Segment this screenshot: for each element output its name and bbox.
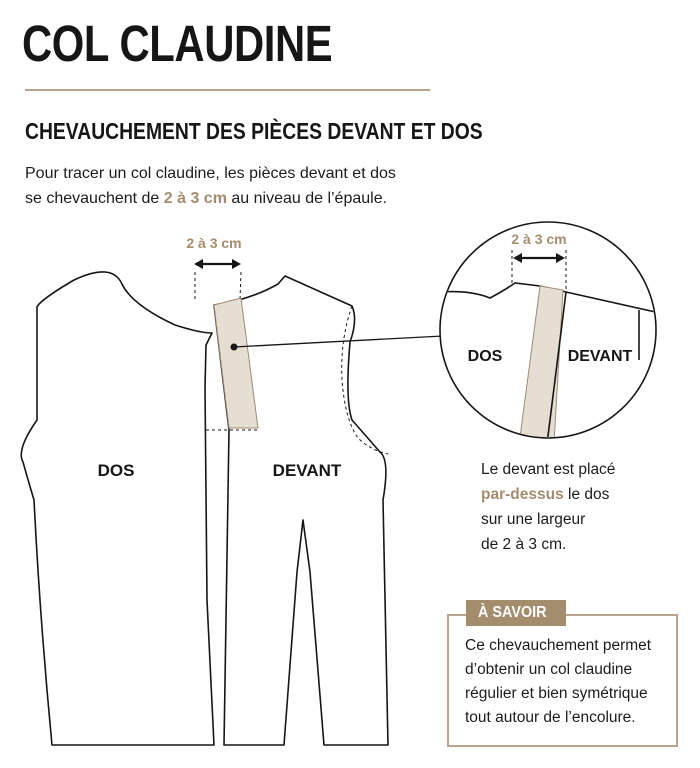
tip-line-4: tout autour de l’encolure. <box>465 709 636 726</box>
back-pattern-piece <box>21 272 214 745</box>
back-label: DOS <box>97 461 135 480</box>
tip-badge <box>466 600 566 626</box>
intro-line-1: Pour tracer un col claudine, les pièces devant et dos <box>25 165 396 182</box>
front-label: DEVANT <box>272 461 342 480</box>
overlap-note <box>481 457 691 557</box>
tip-text <box>465 634 675 730</box>
zoom-measurement-label: 2 à 3 cm <box>511 231 567 247</box>
note-line-4: de 2 à 3 cm. <box>481 536 567 553</box>
zoom-front-label: DEVANT <box>567 348 633 365</box>
tip-line-1: Ce chevauchement permet <box>465 637 652 654</box>
page-title: COL CLAUDINE <box>22 15 333 72</box>
tip-badge-label: À SAVOIR <box>478 604 547 621</box>
note-highlight: par-dessus <box>481 486 564 503</box>
intro-line-2-end: au niveau de l’épaule. <box>226 190 388 207</box>
section-heading: CHEVAUCHEMENT DES PIÈCES DEVANT ET DOS <box>25 118 483 144</box>
measurement-label: 2 à 3 cm <box>186 235 242 251</box>
note-line-1: Le devant est placé <box>481 461 616 478</box>
tip-line-2: d’obtenir un col claudine <box>465 661 633 678</box>
overlap-highlight: 2 à 3 cm <box>163 190 227 207</box>
tip-line-3: régulier et bien symétrique <box>465 685 648 702</box>
note-line-2 <box>481 482 691 507</box>
zoom-back-label: DOS <box>467 348 503 365</box>
intro-line-2-start: se chevauchent de <box>25 190 164 207</box>
note-line-2-end: le dos <box>563 486 610 503</box>
measurement-arrow <box>194 259 241 269</box>
note-line-3: sur une largeur <box>481 511 586 528</box>
